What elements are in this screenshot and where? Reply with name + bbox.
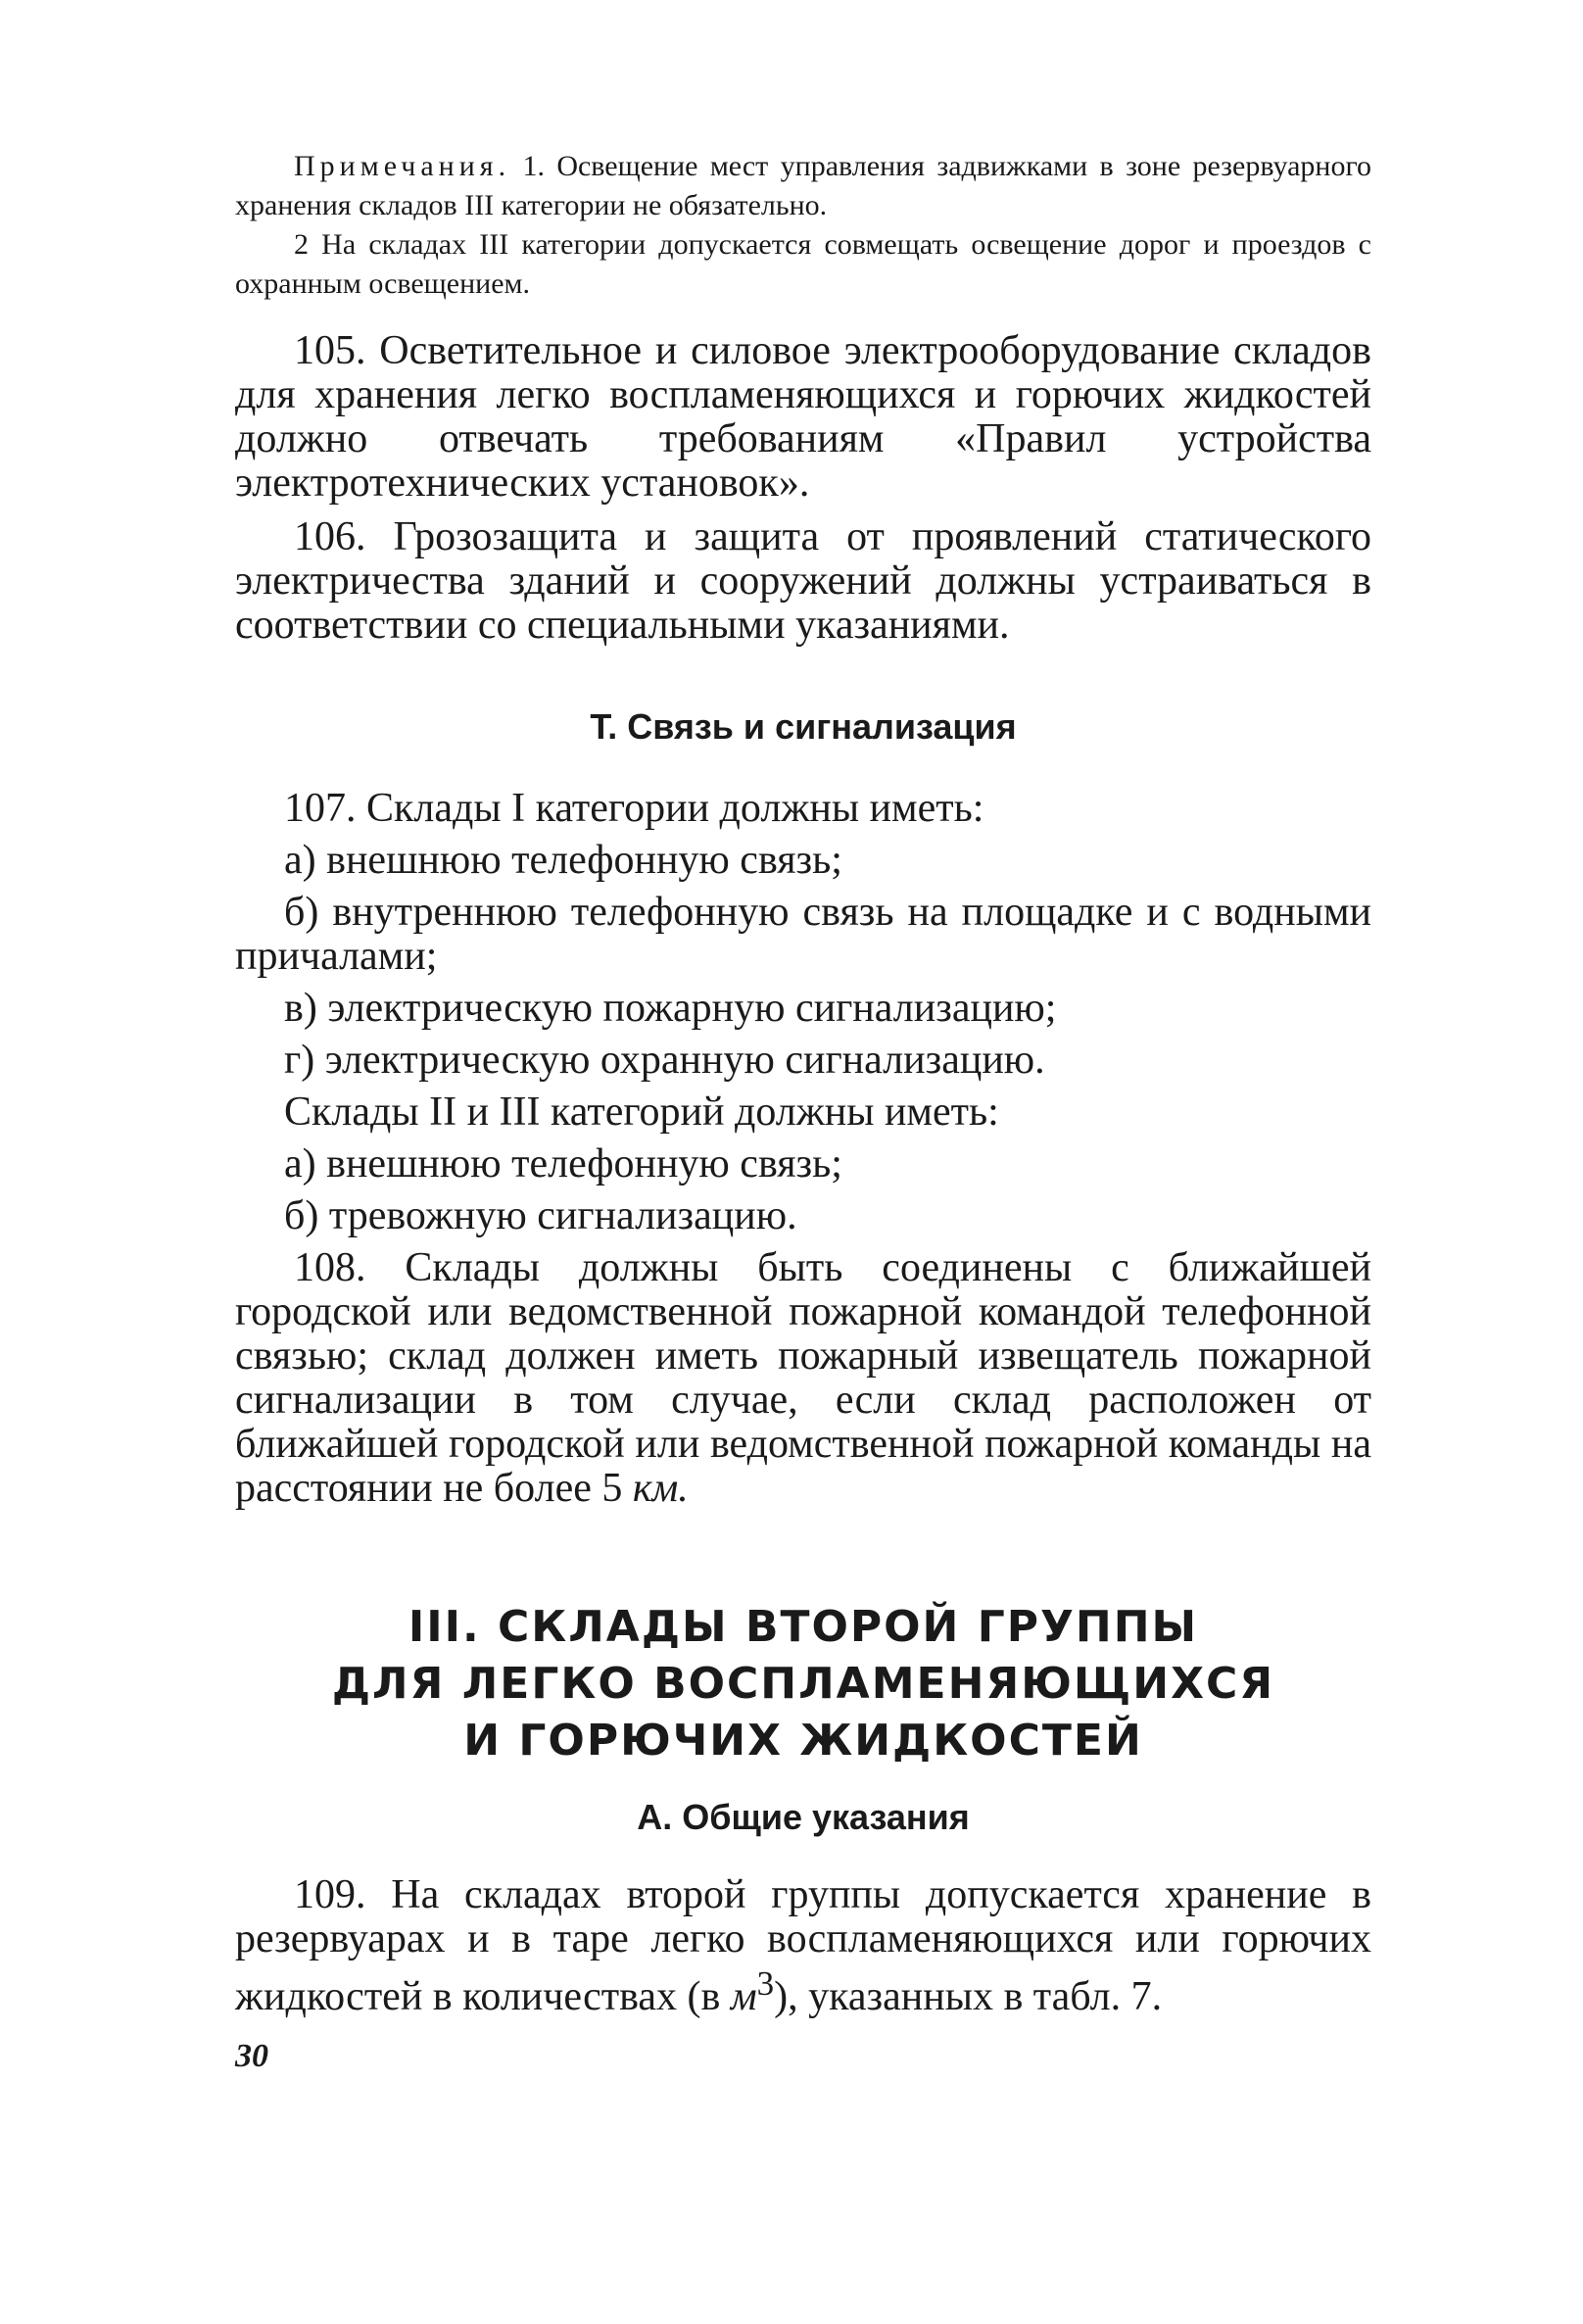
paragraph-108	[235, 1246, 1371, 1511]
page-number: 30	[235, 2038, 268, 2074]
unit-m: м	[730, 1974, 757, 2019]
list-item: б) тревожную сигнализацию.	[284, 1193, 797, 1238]
subsection-heading-t: Т. Связь и сигнализация	[590, 706, 1017, 747]
unit-km: км.	[632, 1466, 689, 1511]
page-content	[235, 147, 1371, 2019]
section-title	[235, 1599, 1371, 1769]
paragraph-107	[235, 787, 1371, 1238]
list-item: а) внешнюю телефонную связь;	[284, 1141, 842, 1186]
unit-m-exponent: 3	[756, 1964, 775, 2003]
note-1	[235, 147, 1371, 225]
notes-label: Примечания.	[294, 150, 511, 182]
notes-block	[235, 147, 1371, 304]
section-title-line-1: III. СКЛАДЫ ВТОРОЙ ГРУППЫ	[408, 1602, 1199, 1652]
note-2: 2 На складах III категории допускается совмещать освещение дорог и проездов с охранным освещением.	[235, 228, 1371, 300]
paragraph-109-after: ), указанных в табл. 7.	[774, 1974, 1163, 2019]
list-item: а) внешнюю телефонную связь;	[284, 838, 842, 883]
paragraphs-block	[235, 329, 1371, 648]
paragraph-108-text: 108. Склады должны быть соединены с ближайшей городской или ведомственной пожарной командой телефонной связью; склад должен иметь пожарный извещатель пожарной сигнализации в том случае, если склад расположен от ближайшей городской или ведомственной пожарной команды на расстоянии не более 5	[235, 1245, 1371, 1511]
section-title-line-2: ДЛЯ ЛЕГКО ВОСПЛАМЕНЯЮЩИХСЯ	[331, 1659, 1275, 1709]
paragraph-109-before: 109. На складах второй группы допускается хранение в резервуарах и в таре легко воспламеняющихся или горючих жидкостей в количествах (в	[235, 1872, 1371, 2019]
list-item: г) электрическую охранную сигнализацию.	[284, 1038, 1045, 1083]
paragraph-109-block	[235, 1873, 1371, 2019]
note-1-text: 1. Освещение мест управления задвижками в зоне резервуарного хранения складов III категории не обязательно.	[235, 150, 1372, 221]
section-title-line-3: И ГОРЮЧИХ ЖИДКОСТЕЙ	[463, 1716, 1143, 1766]
paragraph-107-intro: 107. Склады I категории должны иметь:	[284, 786, 984, 831]
paragraph-109	[235, 1873, 1371, 2019]
paragraph-105: 105. Осветительное и силовое электрооборудование складов для хранения легко воспламеняющихся и горючих жидкостей должно отвечать требованиям «Правил устройства электротехнических установок».	[235, 328, 1371, 506]
subsection-heading-a: А. Общие указания	[637, 1797, 970, 1837]
list-item: б) внутреннюю телефонную связь на площадке и с водными причалами;	[235, 890, 1371, 979]
paragraph-108-block	[235, 1246, 1371, 1511]
paragraph-107-intro-2: Склады II и III категорий должны иметь:	[284, 1089, 999, 1135]
list-item: в) электрическую пожарную сигнализацию;	[284, 986, 1057, 1031]
paragraph-106: 106. Грозозащита и защита от проявлений статического электричества зданий и сооружений должны устраиваться в соответствии со специальными указаниями.	[235, 514, 1371, 648]
